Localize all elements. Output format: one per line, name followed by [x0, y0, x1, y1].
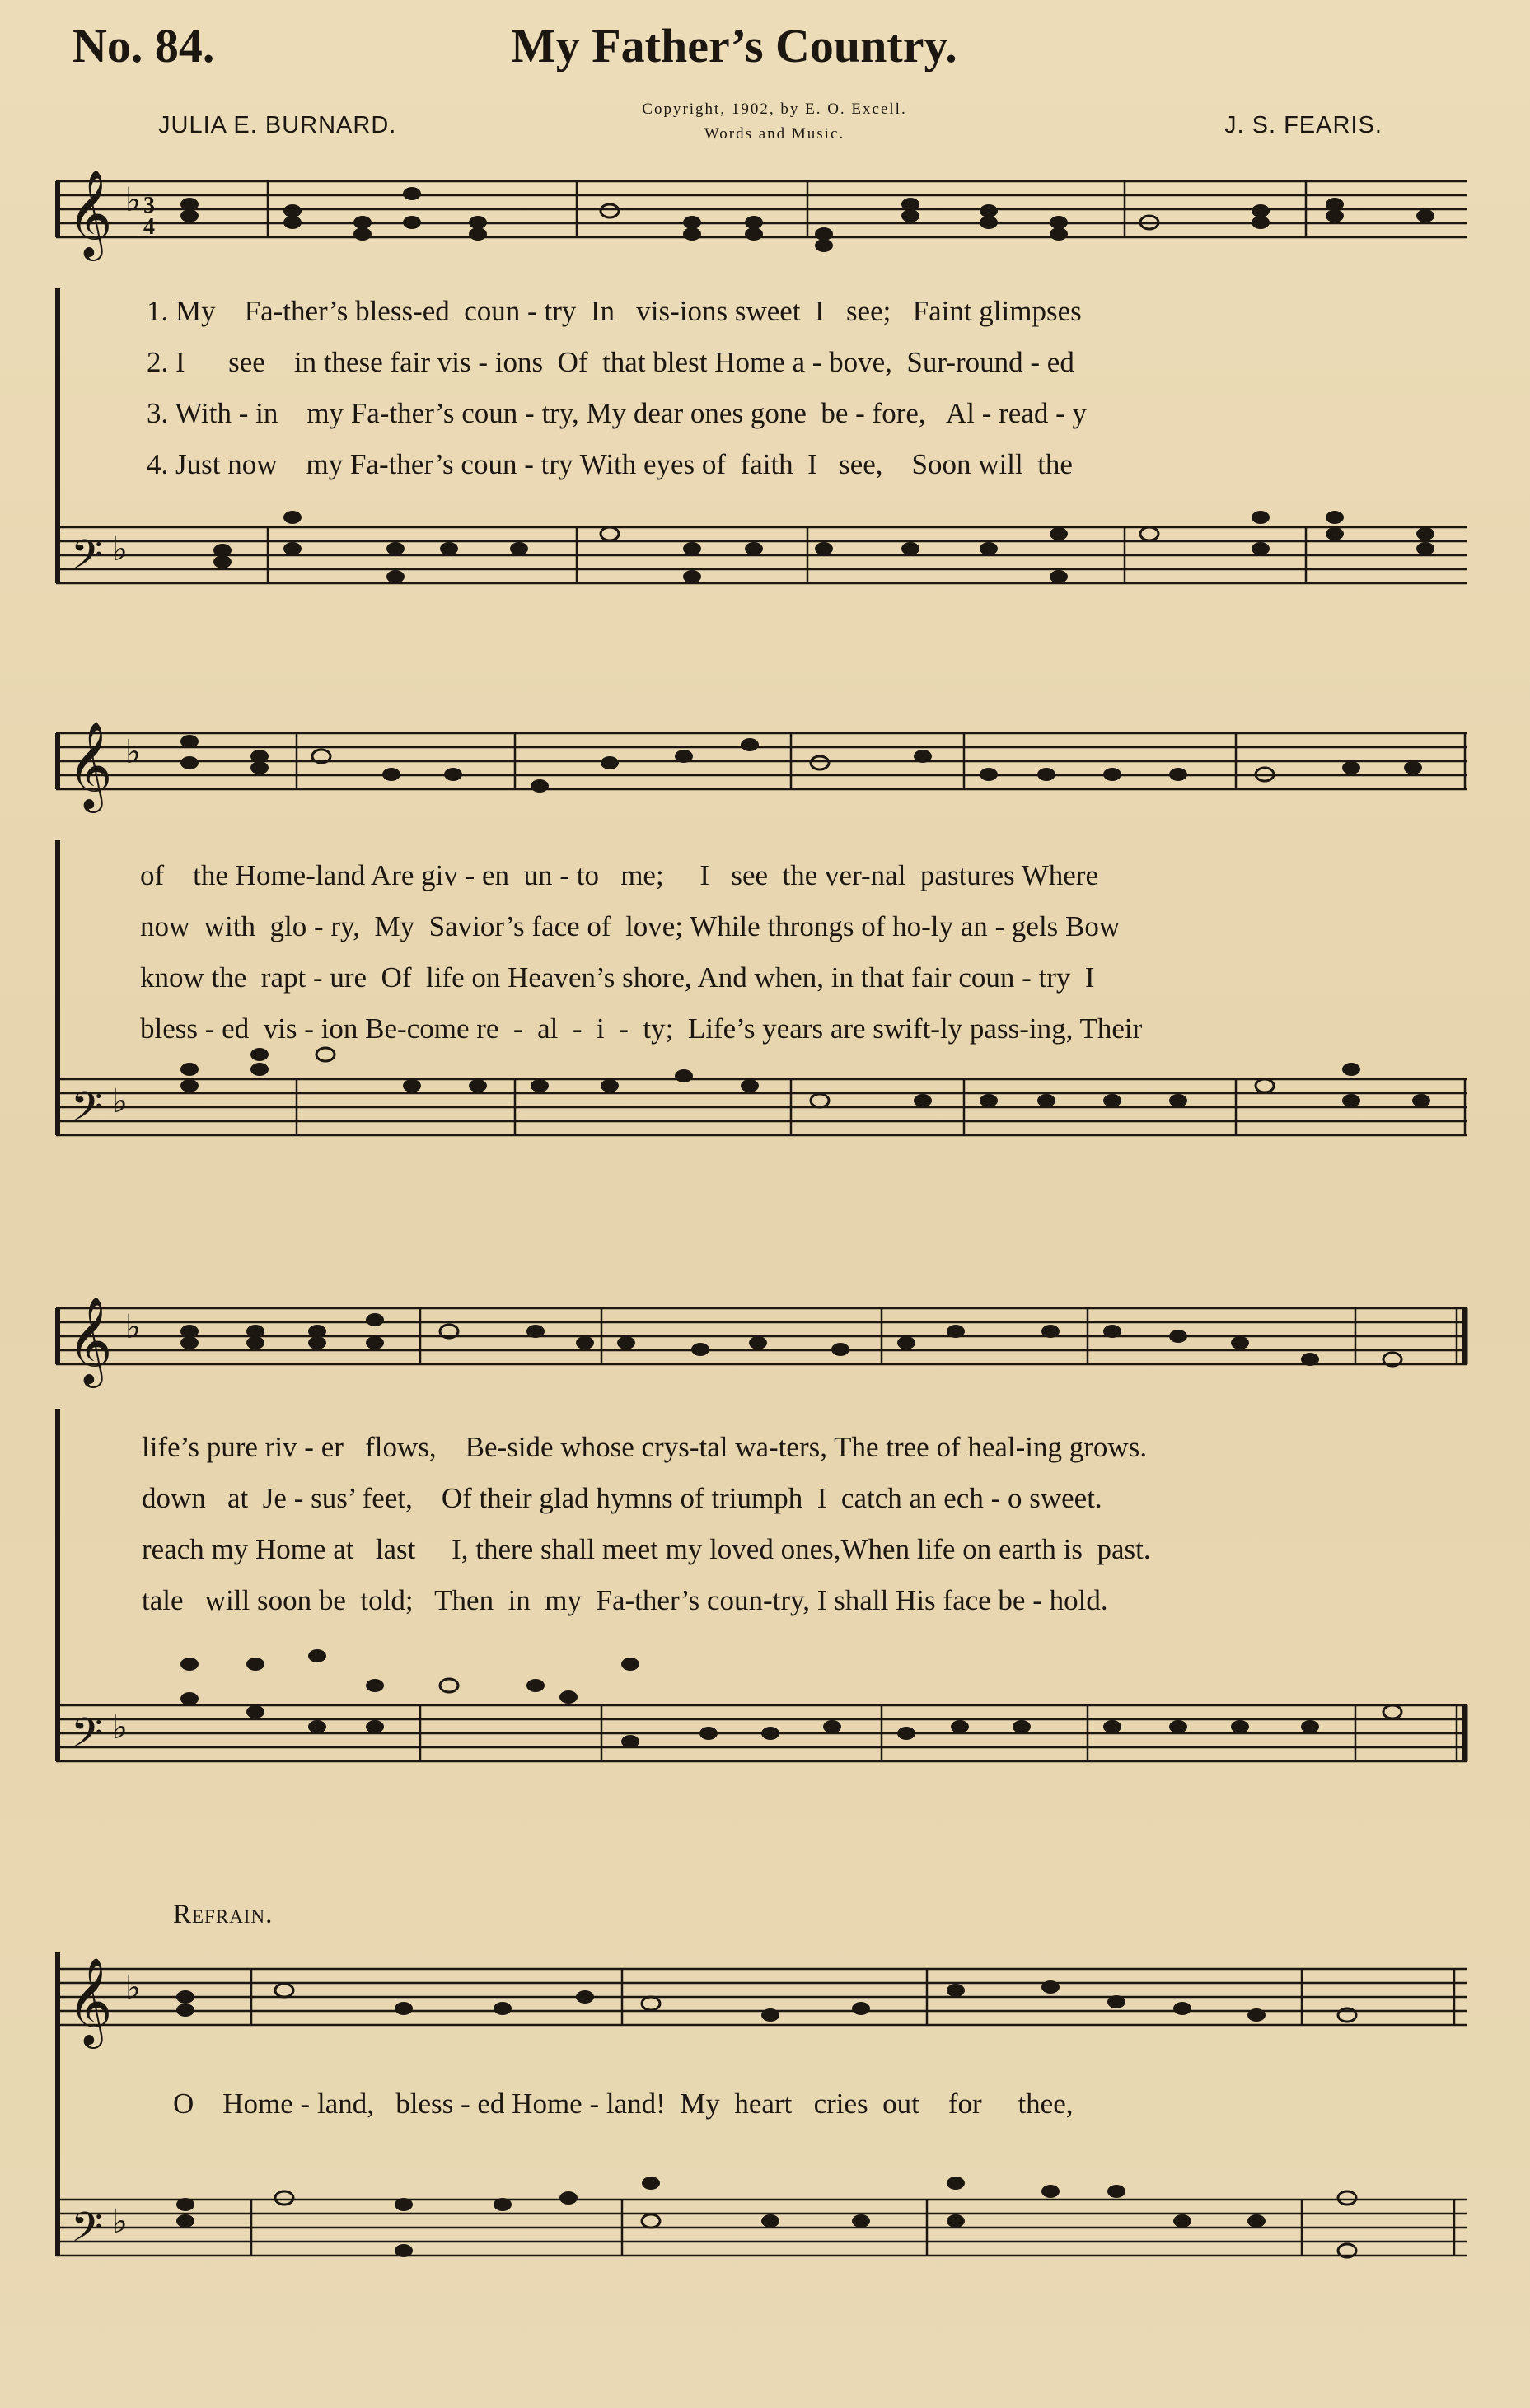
treble-staff-system-2: [0, 717, 1530, 832]
composer-credit: J. S. FEARIS.: [1224, 112, 1383, 138]
svg-text:𝄞: 𝄞: [68, 169, 113, 257]
bass-staff-refrain: [0, 2158, 1530, 2290]
svg-text:𝄞: 𝄞: [68, 721, 113, 809]
copyright-notice: [568, 97, 980, 147]
treble-staff-system-1: [0, 165, 1530, 280]
treble-staff-system-3: [0, 1277, 1530, 1400]
verse-1-line-3: life’s pure riv - er flows, Be-side whose crys-tal wa-ters, The tree of heal-ing grows.: [142, 1431, 1148, 1463]
verse-3-line-3: reach my Home at last I, there shall meet my loved ones,When life on earth is past.: [142, 1533, 1151, 1565]
hymn-title: My Father’s Country.: [511, 19, 957, 72]
copyright-subline: Words and Music.: [704, 125, 845, 143]
svg-text:♭: ♭: [112, 2203, 128, 2240]
svg-text:𝄞: 𝄞: [68, 1296, 113, 1384]
svg-text:♭: ♭: [112, 1709, 128, 1746]
svg-text:𝄢: 𝄢: [71, 1709, 103, 1767]
svg-text:♭: ♭: [125, 733, 141, 770]
verse-2-line-2: now with glo - ry, My Savior’s face of love; While throngs of ho-ly an - gels Bow: [140, 910, 1121, 942]
verse-2-line-3: down at Je - sus’ feet, Of their glad hymns of triumph I catch an ech - o sweet.: [142, 1482, 1102, 1514]
hymn-number: No. 84.: [73, 19, 215, 72]
svg-text:4: 4: [143, 214, 155, 240]
verse-4-line-1: 4. Just now my Fa-ther’s coun - try With eyes of faith I see, Soon will the: [147, 448, 1073, 480]
copyright-line: Copyright, 1902, by E. O. Excell.: [642, 101, 907, 118]
refrain-label: Refrain.: [173, 1900, 274, 1929]
verse-1-line-1: 1. My Fa-ther’s bless-ed coun - try In vis-ions sweet I see; Faint glimpses: [147, 295, 1082, 327]
bass-staff-system-2: [0, 1046, 1530, 1170]
treble-staff-refrain: [0, 1936, 1530, 2060]
svg-text:♭: ♭: [112, 1082, 128, 1120]
svg-text:♭: ♭: [125, 181, 141, 218]
bass-staff-system-1: [0, 494, 1530, 618]
svg-text:𝄢: 𝄢: [71, 2204, 103, 2261]
refrain-lyrics: O Home - land, bless - ed Home - land! My heart cries out for thee,: [173, 2088, 1074, 2120]
bass-staff-system-3: [0, 1639, 1530, 1796]
svg-text:𝄢: 𝄢: [71, 531, 103, 589]
svg-text:♭: ♭: [112, 531, 128, 568]
svg-text:♭: ♭: [125, 1969, 141, 2006]
svg-text:𝄢: 𝄢: [71, 1083, 103, 1141]
verse-1-line-2: of the Home-land Are giv - en un - to me; I see the ver-nal pastures Where: [140, 859, 1098, 891]
lyricist-credit: JULIA E. BURNARD.: [158, 112, 397, 138]
verse-4-line-2: bless - ed vis - ion Be-come re - al - i - ty; Life’s years are swift-ly pass-ing, Their: [140, 1012, 1143, 1045]
verse-3-line-1: 3. With - in my Fa-ther’s coun - try, My dear ones gone be - fore, Al - read - y: [147, 397, 1087, 429]
verse-4-line-3: tale will soon be told; Then in my Fa-ther’s coun-try, I shall His face be - hold.: [142, 1584, 1108, 1616]
svg-text:3: 3: [143, 193, 155, 218]
verse-2-line-1: 2. I see in these fair vis - ions Of that blest Home a - bove, Sur-round - ed: [147, 346, 1074, 378]
verse-3-line-2: know the rapt - ure Of life on Heaven’s shore, And when, in that fair coun - try I: [140, 961, 1095, 994]
svg-text:♭: ♭: [125, 1308, 141, 1345]
svg-text:𝄞: 𝄞: [68, 1957, 113, 2045]
